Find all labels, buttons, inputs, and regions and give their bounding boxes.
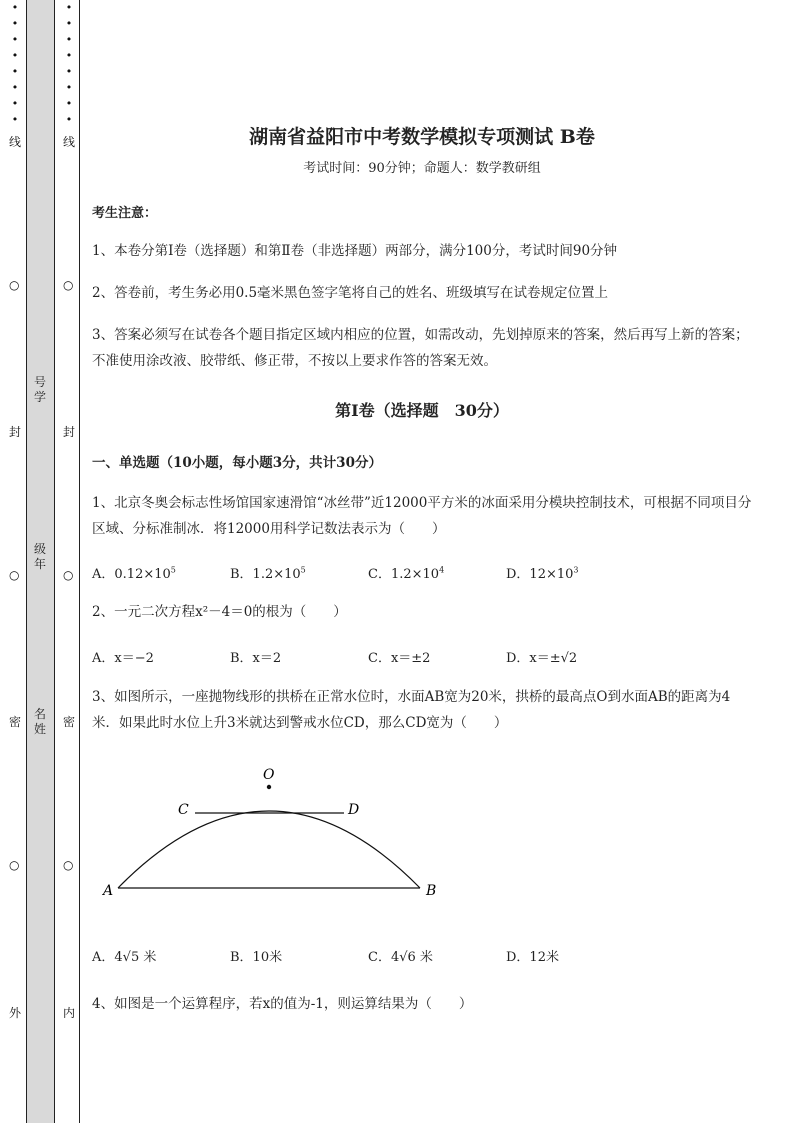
inner-binding-mark: 封 bbox=[63, 425, 76, 439]
inner-binding-mark: 线 bbox=[63, 135, 76, 149]
q1-option-b[interactable]: B．$1.2\times 10^5$ bbox=[230, 565, 306, 582]
q1-option-d[interactable]: D．$12\times 10^3$ bbox=[506, 565, 579, 582]
inner-binding-mark: ○ bbox=[63, 278, 74, 292]
notice-heading: 考生注意： bbox=[92, 206, 158, 221]
outer-binding-mark: ○ bbox=[9, 278, 20, 292]
outer-dot-column: • • • • • • • • bbox=[11, 1, 19, 126]
outer-binding-mark: 线 bbox=[9, 135, 22, 149]
q3-option-d[interactable]: D．12米 bbox=[506, 950, 559, 965]
q2-option-d[interactable]: D．x＝±√2 bbox=[506, 651, 578, 666]
label-b: B bbox=[426, 883, 437, 899]
section-title: 第Ⅰ卷（选择题 30分） bbox=[335, 401, 509, 420]
outer-binding-mark: 封 bbox=[9, 425, 22, 439]
notice-item-3: 3、答案必须写在试卷各个题目指定区域内相应的位置，如需改动，先划掉原来的答案，然后再写上新的答案；不准使用涂改液、胶带纸、修正带，不按以上要求作答的答案无效。 bbox=[92, 327, 749, 369]
outer-binding-mark: ○ bbox=[9, 858, 20, 872]
part-heading: 一、单选题（10小题，每小题3分，共计30分） bbox=[92, 455, 382, 471]
label-a: A bbox=[103, 883, 114, 899]
exam-subtitle: 考试时间：90分钟；命题人：数学教研组 bbox=[303, 161, 541, 176]
question-1-options bbox=[92, 563, 752, 582]
outer-binding-mark: 外 bbox=[9, 1006, 22, 1020]
inner-binding-mark: ○ bbox=[63, 568, 74, 582]
q3-option-c[interactable]: C．4√6 米 bbox=[368, 950, 433, 965]
label-d: D bbox=[348, 802, 360, 818]
question-3-text: 3、如图所示，一座抛物线形的拱桥在正常水位时，水面AB宽为20米，拱桥的最高点O到水面AB的距离为4米．如果此时水位上升3米就达到警戒水位CD，那么CD宽为（ ） bbox=[92, 689, 731, 731]
outer-binding-mark: ○ bbox=[9, 568, 20, 582]
vertex-point bbox=[267, 785, 271, 789]
inner-binding-mark: 密 bbox=[63, 715, 76, 729]
field-label-name: 名 姓 bbox=[33, 707, 46, 736]
notice-item-1: 1、本卷分第Ⅰ卷（选择题）和第Ⅱ卷（非选择题）两部分，满分100分，考试时间90分钟 bbox=[92, 243, 618, 259]
inner-binding-mark: 内 bbox=[63, 1006, 76, 1020]
question-1-text: 1、北京冬奥会标志性场馆国家速滑馆“冰丝带”近12000平方米的冰面采用分模块控制技术，可根据不同项目分区域、分标准制冰．将12000用科学记数法表示为（ ） bbox=[92, 495, 752, 537]
q3-option-a[interactable]: A．4√5 米 bbox=[92, 950, 157, 965]
margin-rule bbox=[79, 0, 80, 1123]
question-2-options bbox=[92, 647, 752, 666]
parabola-arc bbox=[118, 811, 420, 888]
q2-option-c[interactable]: C．x＝±2 bbox=[368, 651, 431, 666]
question-2-text: 2、一元二次方程x²－4＝0的根为（ ） bbox=[92, 604, 347, 620]
question-3-options bbox=[92, 946, 752, 965]
question-4-text: 4、如图是一个运算程序，若x的值为-1，则运算结果为（ ） bbox=[92, 996, 473, 1012]
outer-binding-mark: 密 bbox=[9, 715, 22, 729]
q2-option-a[interactable]: A．x＝−2 bbox=[92, 651, 154, 666]
q3-option-b[interactable]: B．10米 bbox=[230, 950, 283, 965]
field-label-number: 号 学 bbox=[33, 375, 46, 404]
q2-option-b[interactable]: B．x＝2 bbox=[230, 651, 282, 666]
label-c: C bbox=[178, 802, 189, 818]
q1-option-c[interactable]: C．$1.2\times 10^4$ bbox=[368, 565, 445, 582]
notice-item-2: 2、答卷前，考生务必用0.5毫米黑色签字笔将自己的姓名、班级填写在试卷规定位置上 bbox=[92, 285, 609, 301]
exam-title: 湖南省益阳市中考数学模拟专项测试 B卷 bbox=[249, 126, 595, 148]
q1-option-a[interactable]: A．$0.12\times 10^5$ bbox=[92, 565, 176, 582]
inner-binding-mark: ○ bbox=[63, 858, 74, 872]
parabola-bridge-figure bbox=[92, 760, 452, 905]
field-label-grade: 级 年 bbox=[33, 542, 46, 571]
label-o: O bbox=[263, 767, 275, 783]
inner-dot-column: • • • • • • • • bbox=[65, 1, 73, 126]
